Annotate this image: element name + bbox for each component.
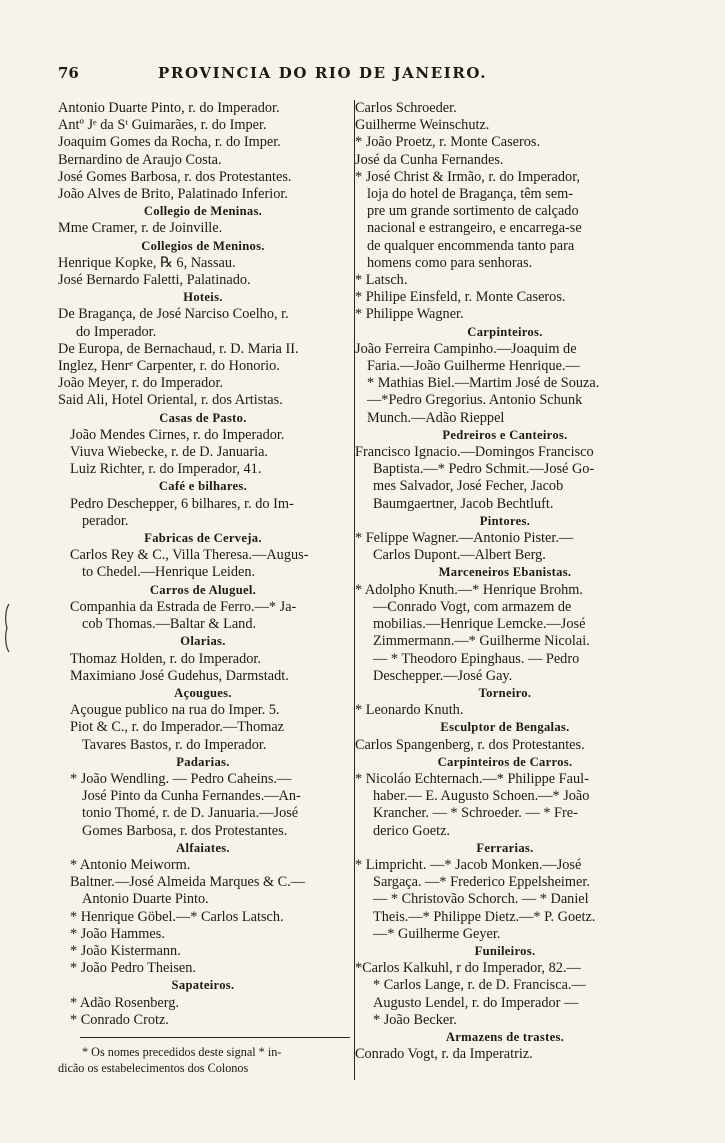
directory-entry: —Conrado Vogt, com armazem de: [373, 598, 572, 615]
directory-entry: José Bernardo Faletti, Palatinado.: [58, 272, 251, 289]
directory-entry: Zimmermann.—* Guilherme Nicolai.: [373, 633, 590, 650]
margin-bracket-icon: [3, 602, 11, 654]
section-heading: Funileiros.: [474, 943, 536, 958]
directory-entry: Deschepper.—José Gay.: [373, 667, 513, 684]
directory-entry: * José Christ & Irmão, r. do Imperador,: [355, 168, 580, 185]
directory-entry: Theis.—* Philippe Dietz.—* P. Goetz.: [373, 908, 596, 925]
directory-entry: Joaquim Gomes da Rocha, r. do Imper.: [58, 134, 281, 151]
directory-entry: Antonio Duarte Pinto.: [82, 891, 209, 908]
directory-entry: homens como para senhoras.: [367, 254, 533, 271]
directory-entry: * Mathias Biel.—Martim José de Souza.: [367, 375, 600, 392]
directory-entry: Tavares Bastos, r. do Imperador.: [82, 736, 267, 753]
directory-entry: João Mendes Cirnes, r. do Imperador.: [70, 426, 285, 443]
directory-entry: * Limpricht. —* Jacob Monken.—José: [355, 856, 582, 873]
directory-entry: Conrado Vogt, r. da Imperatriz.: [355, 1046, 533, 1063]
directory-entry: Açougue publico na rua do Imper. 5.: [70, 702, 280, 719]
section-heading: Olarias.: [180, 634, 226, 649]
directory-entry: —*Pedro Gregorius. Antonio Schunk: [367, 392, 583, 409]
directory-entry: Carlos Schroeder.: [355, 100, 457, 116]
directory-entry: De Europa, de Bernachaud, r. D. Maria II.: [58, 340, 299, 357]
directory-entry: Baptista.—* Pedro Schmit.—José Go-: [373, 461, 595, 478]
directory-entry: Pedro Deschepper, 6 bilhares, r. do Im-: [70, 495, 294, 512]
directory-entry: * Latsch.: [355, 272, 408, 289]
left-column: [58, 100, 355, 1080]
directory-entry: Krancher. — * Schroeder. — * Fre-: [373, 805, 578, 822]
directory-entry: nacional e estrangeiro, e encarrega-se: [367, 220, 582, 237]
directory-entry: tonio Thomé, r. de D. Januaria.—José: [82, 805, 299, 822]
directory-entry: Carlos Spangenberg, r. dos Protestantes.: [355, 736, 585, 753]
directory-entry: Piot & C., r. do Imperador.—Thomaz: [70, 719, 285, 736]
directory-entry: José da Cunha Fernandes.: [355, 151, 504, 168]
directory-entry: * Adolpho Knuth.—* Henrique Brohm.: [355, 581, 583, 598]
directory-entry: perador.: [82, 512, 129, 529]
directory-entry: * Antonio Meiworm.: [70, 856, 191, 873]
section-heading: Sapateiros.: [171, 978, 235, 993]
directory-entry: * João Kistermann.: [70, 942, 181, 959]
directory-entry: Viuva Wiebecke, r. de D. Januaria.: [70, 444, 268, 461]
section-heading: Fabricas de Cerveja.: [144, 531, 262, 546]
directory-entry: Said Ali, Hotel Oriental, r. dos Artistas.: [58, 392, 283, 409]
directory-entry: haber.— E. Augusto Schoen.—* João: [373, 788, 590, 805]
section-heading: Café e bilhares.: [158, 479, 248, 494]
directory-entry: Munch.—Adão Rieppel: [367, 409, 505, 426]
directory-entry: * Henrique Göbel.—* Carlos Latsch.: [70, 908, 284, 925]
directory-entry: * Philipe Einsfeld, r. Monte Caseros.: [355, 289, 566, 306]
directory-entry: Gomes Barbosa, r. dos Protestantes.: [82, 822, 288, 839]
directory-entry: Augusto Lendel, r. do Imperador —: [373, 994, 579, 1011]
directory-entry: mobilias.—Henrique Lemcke.—José: [373, 616, 586, 633]
directory-entry: to Chedel.—Henrique Leiden.: [82, 564, 256, 581]
section-heading: Carpinteiros de Carros.: [437, 754, 573, 769]
directory-entry: Sargaça. —* Frederico Eppelsheimer.: [373, 874, 590, 891]
directory-entry: Antonio Duarte Pinto, r. do Imperador.: [58, 100, 280, 116]
section-heading: Padarias.: [176, 754, 230, 769]
directory-entry: * Leonardo Knuth.: [355, 702, 464, 719]
footnote-line: dicão os estabelecimentos dos Colonos: [58, 1060, 249, 1075]
directory-entry: mes Salvador, José Fecher, Jacob: [373, 478, 564, 495]
directory-entry: derico Goetz.: [373, 822, 451, 839]
directory-entry: Maximiano José Gudehus, Darmstadt.: [70, 667, 289, 684]
directory-entry: do Imperador.: [76, 323, 157, 340]
directory-entry: Carlos Dupont.—Albert Berg.: [373, 547, 546, 564]
directory-entry: — * Christovão Schorch. — * Daniel: [373, 891, 589, 908]
section-heading: Carpinteiros.: [467, 324, 543, 339]
running-title: PROVINCIA DO RIO DE JANEIRO.: [158, 64, 488, 82]
directory-entry: Henrique Kopke, ℞ 6, Nassau.: [58, 254, 236, 271]
right-column: [355, 100, 655, 1063]
directory-entry: Faria.—João Guilherme Henrique.—: [367, 358, 580, 375]
directory-entry: Bernardino de Araujo Costa.: [58, 151, 222, 168]
directory-entry: * Carlos Lange, r. de D. Francisca.—: [373, 977, 586, 994]
footnote-line: * Os nomes precedidos deste signal * in-: [82, 1044, 282, 1059]
directory-entry: * Nicoláo Echternach.—* Philippe Faul-: [355, 770, 589, 787]
directory-entry: Carlos Rey & C., Villa Theresa.—Augus-: [70, 547, 309, 564]
page-number: 76: [58, 64, 79, 82]
directory-entry: * João Wendling. — Pedro Caheins.—: [70, 770, 292, 787]
directory-entry: * Philippe Wagner.: [355, 306, 464, 323]
section-heading: Alfaiates.: [176, 840, 230, 855]
footnote-rule: [80, 1037, 350, 1038]
directory-entry: — * Theodoro Epinghaus. — Pedro: [373, 650, 580, 667]
directory-entry: de qualquer encommenda tanto para: [367, 237, 575, 254]
section-heading: Torneiro.: [478, 685, 532, 700]
directory-entry: José Gomes Barbosa, r. dos Protestantes.: [58, 168, 292, 185]
section-heading: Açougues.: [174, 685, 232, 700]
directory-entry: pre um grande sortimento de calçado: [367, 203, 579, 220]
directory-entry: Inglez, Henrᵉ Carpenter, r. do Honorio.: [58, 358, 280, 375]
directory-entry: * João Becker.: [373, 1011, 457, 1028]
directory-entry: * João Proetz, r. Monte Caseros.: [355, 134, 541, 151]
directory-entry: Mme Cramer, r. de Joinville.: [58, 220, 223, 237]
directory-entry: José Pinto da Cunha Fernandes.—An-: [82, 788, 301, 805]
directory-entry: —* Guilherme Geyer.: [373, 925, 501, 942]
directory-entry: *Carlos Kalkuhl, r do Imperador, 82.—: [355, 960, 581, 977]
section-heading: Pedreiros e Canteiros.: [442, 427, 568, 442]
section-heading: Carros de Aluguel.: [149, 582, 257, 597]
directory-entry: * João Hammes.: [70, 925, 165, 942]
section-heading: Ferrarias.: [476, 840, 534, 855]
directory-entry: * Adão Rosenberg.: [70, 994, 179, 1011]
directory-entry: Baltner.—José Almeida Marques & C.—: [70, 874, 306, 891]
directory-entry: Companhia da Estrada de Ferro.—* Ja-: [70, 598, 297, 615]
directory-entry: * Conrado Crotz.: [70, 1011, 169, 1028]
section-heading: Marceneiros Ebanistas.: [438, 565, 572, 580]
directory-entry: * Felippe Wagner.—Antonio Pister.—: [355, 530, 574, 547]
directory-entry: loja do hotel de Bragança, têm sem-: [367, 186, 574, 203]
directory-entry: Francisco Ignacio.—Domingos Francisco: [355, 444, 594, 461]
section-heading: Armazens de trastes.: [445, 1029, 565, 1044]
directory-entry: De Bragança, de José Narciso Coelho, r.: [58, 306, 289, 323]
directory-entry: Luiz Richter, r. do Imperador, 41.: [70, 461, 262, 478]
section-heading: Pintores.: [479, 513, 531, 528]
section-heading: Hoteis.: [183, 290, 223, 305]
directory-entry: João Ferreira Campinho.—Joaquim de: [355, 340, 577, 357]
section-heading: Casas de Pasto.: [159, 410, 247, 425]
directory-entry: cob Thomas.—Baltar & Land.: [82, 616, 257, 633]
directory-entry: Antº Jᵉ da Sᵗ Guimarães, r. do Imper.: [58, 117, 267, 134]
section-heading: Collegio de Meninas.: [143, 204, 263, 219]
page-header: [58, 64, 618, 86]
directory-entry: Thomaz Holden, r. do Imperador.: [70, 650, 261, 667]
section-heading: Collegios de Meninos.: [141, 238, 265, 253]
directory-entry: Guilherme Weinschutz.: [355, 117, 490, 134]
directory-entry: João Alves de Brito, Palatinado Inferior.: [58, 186, 288, 203]
section-heading: Esculptor de Bengalas.: [440, 720, 570, 735]
directory-entry: João Meyer, r. do Imperador.: [58, 375, 223, 392]
directory-entry: Baumgaertner, Jacob Bechtluft.: [373, 495, 554, 512]
directory-entry: * João Pedro Theisen.: [70, 960, 197, 977]
